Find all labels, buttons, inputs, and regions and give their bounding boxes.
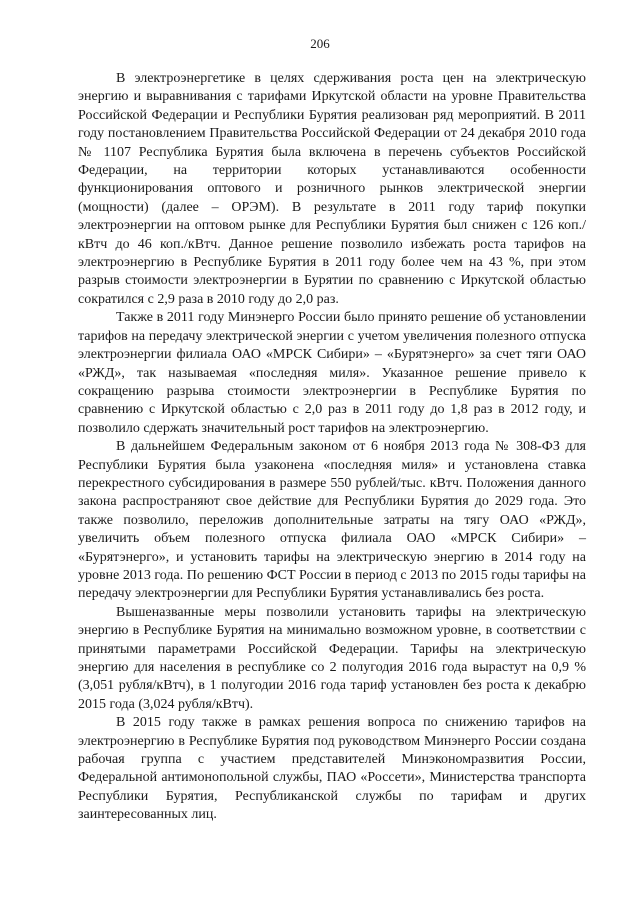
paragraph-federal-law: В дальнейшем Федеральным законом от 6 ноября 2013 года № 308-ФЗ для Республики Бурятия была узаконена «последняя миля» и установлена ставка перекрестного субсидирования в размере 550 рублей/тыс. кВтч. Положения данного закона распространяют свое действие для Республики Бурятия до 2029 года. Это также позволило, переложив дополнительные затраты на тягу ОАО «РЖД», увеличить объем полезного отпуска филиала ОАО «МРСК Сибири» – «Бурятэнерго», и установить тарифы на электрическую энергию в 2014 году на уровне 2013 года. По решению ФСТ России в период с 2013 по 2015 годы тарифы на передачу электроэнергии для Республики Бурятия устанавливались без роста.	[78, 439, 586, 602]
paragraph-wholesale-market: В электроэнергетике в целях сдерживания роста цен на электрическую энергию и выравнивания с тарифами Иркутской области на уровне Правительства Российской Федерации и Республики Бурятия реализован ряд мероприятий. В 2011 году постановлением Правительства Российской Федерации от 24 декабря 2010 года № 1107 Республика Бурятия была включена в перечень субъектов Российской Федерации, на территории которых устанавливаются особенности функционирования оптового и розничного рынков электрической энергии (мощности) (далее – ОРЭМ). В результате в 2011 году тариф покупки электроэнергии на оптовом рынке для Республики Бурятия был снижен с 126 коп./кВтч до 46 коп./кВтч. Данное решение позволило избежать роста тарифов на электроэнергию в Республике Бурятия в 2011 году более чем на 43 %, при этом разрыв стоимости электроэнергии в Бурятии по сравнению с Иркутской областью сократился с 2,9 раза в 2010 году до 2,0 раз.	[78, 71, 586, 307]
paragraph-tariff-level: Вышеназванные меры позволили установить тарифы на электрическую энергию в Республике Бурятия на минимально возможном уровне, в соответствии с принятыми параметрами Российской Федерации. Тарифы на электрическую энергию для населения в республике со 2 полугодия 2016 года вырастут на 0,9 % (3,051 рубля/кВтч), в 1 полугодии 2016 года тариф установлен без роста к декабрю 2015 года (3,024 рубля/кВтч).	[78, 604, 586, 712]
paragraph-last-mile: Также в 2011 году Минэнерго России было принято решение об установлении тарифов на передачу электрической энергии с учетом увеличения полезного отпуска электроэнергии филиала ОАО «МРСК Сибири» – «Бурятэнерго» за счет тяги ОАО «РЖД», так называемая «последняя миля». Указанное решение привело к сокращению разрыва стоимости электроэнергии в Республике Бурятия по сравнению с Иркутской областью с 2,0 раз в 2011 году до 1,8 раз в 2012 году, и позволило сдержать значительный рост тарифов на электроэнергию.	[78, 310, 586, 436]
paragraph-working-group: В 2015 году также в рамках решения вопроса по снижению тарифов на электроэнергию в Республике Бурятия под руководством Минэнерго России создана рабочая группа с участием представителей Минэкономразвития России, Федеральной антимонопольной службы, ПАО «Россети», Министерства транспорта Республики Бурятия, Республиканской службы по тарифам и других заинтересованных лиц.	[78, 715, 586, 823]
document-body	[78, 70, 586, 825]
page-number: 206	[310, 36, 330, 51]
